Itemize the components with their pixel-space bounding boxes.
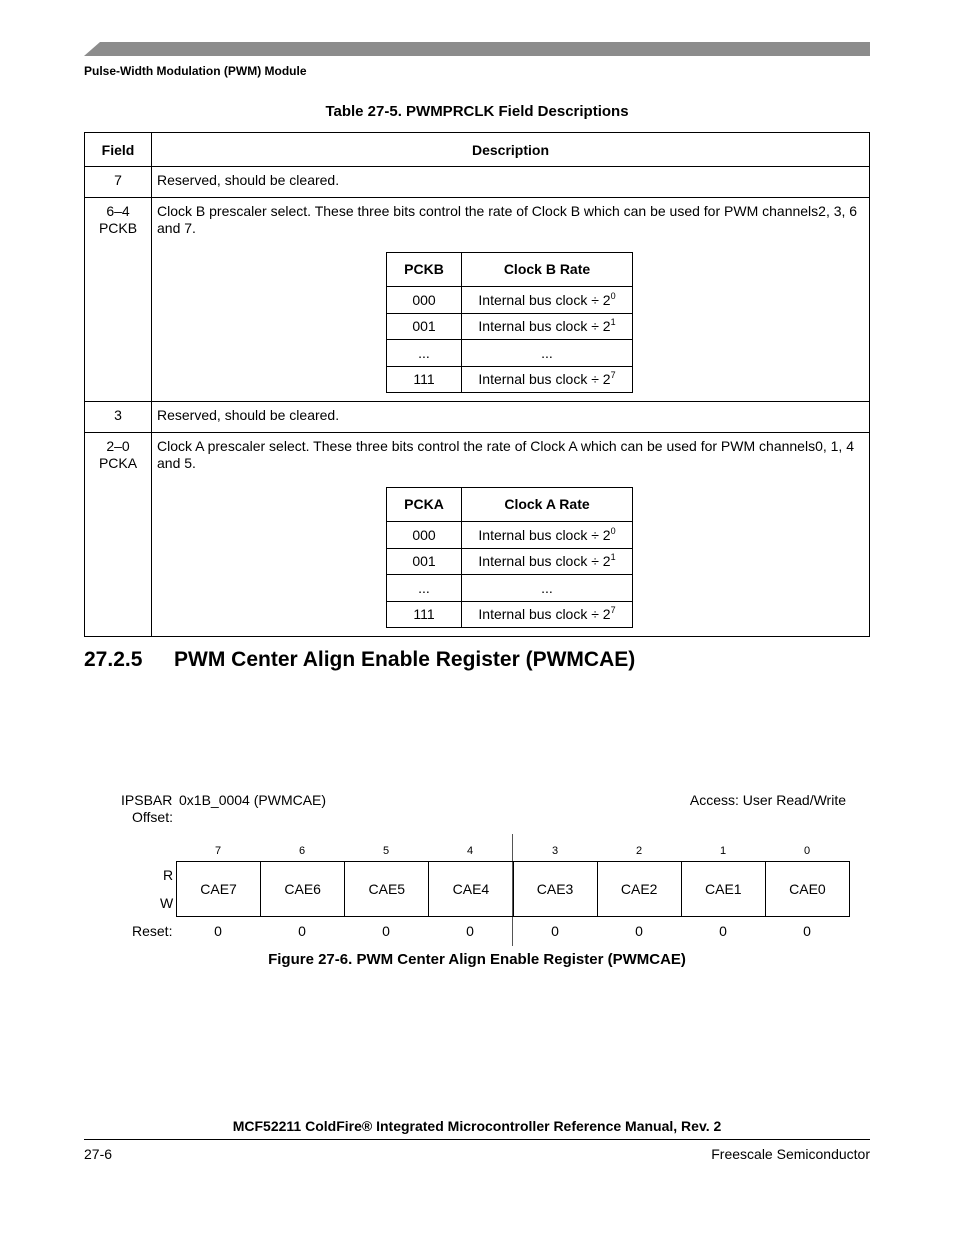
field-bits: 6–4: [106, 203, 130, 219]
section-heading: [84, 648, 635, 672]
bit-number: 5: [382, 845, 390, 857]
subtable-row: [387, 575, 633, 602]
register-bit-field: CAE2: [597, 862, 681, 916]
reset-value: 0: [298, 923, 306, 939]
column-header-field: Field: [85, 133, 152, 167]
write-label: W: [160, 895, 174, 911]
reset-value: 0: [635, 923, 643, 939]
figure-caption: Figure 27-6. PWM Center Align Enable Register (PWMCAE): [268, 951, 686, 968]
subtable-header-rate: Clock B Rate: [462, 253, 633, 287]
register-fields: [176, 861, 850, 917]
subtable-row: [387, 287, 633, 314]
subtable-header-code: PCKA: [387, 488, 462, 522]
rate-cell: Internal bus clock ÷ $2^0$: [462, 287, 633, 314]
bit-number: 1: [719, 845, 727, 857]
rate-cell: Internal bus clock ÷ $2^7$: [462, 601, 633, 628]
table-row: [85, 433, 870, 637]
exponent: 0: [610, 525, 616, 536]
register-bit-field: CAE1: [681, 862, 765, 916]
register-bit-field: CAE0: [765, 862, 849, 916]
field-bits: 2–0: [106, 438, 130, 454]
code-cell: 001: [387, 313, 462, 340]
reset-value: 0: [719, 923, 727, 939]
bit-number: 0: [803, 845, 811, 857]
reset-value: 0: [382, 923, 390, 939]
table-row: [85, 402, 870, 433]
exponent: 7: [610, 605, 616, 616]
exponent: 1: [610, 552, 616, 563]
code-cell: 111: [387, 366, 462, 393]
field-cell: [85, 198, 152, 402]
manual-title: MCF52211 ColdFire® Integrated Microcontroller Reference Manual, Rev. 2: [232, 1118, 722, 1134]
reset-value: 0: [466, 923, 474, 939]
code-cell: 111: [387, 601, 462, 628]
bit-number: 4: [466, 845, 474, 857]
clock-b-rate-table: [386, 252, 633, 393]
reset-value: 0: [803, 923, 811, 939]
code-cell: 001: [387, 548, 462, 575]
rate-cell: Internal bus clock ÷ $2^1$: [462, 313, 633, 340]
footer-rule: [84, 1139, 870, 1140]
table-caption: Table 27-5. PWMPRCLK Field Descriptions: [325, 103, 629, 120]
exponent: 7: [610, 370, 616, 381]
field-description-table: [84, 132, 870, 637]
register-bit-field: CAE6: [260, 862, 344, 916]
register-address: 0x1B_0004 (PWMCAE): [179, 792, 327, 808]
column-header-description: Description: [152, 133, 870, 167]
field-name: PCKA: [98, 455, 138, 471]
table-header-row: [85, 133, 870, 167]
access-label: Access: User Read/Write: [689, 792, 846, 808]
rate-cell: ...: [462, 575, 633, 602]
reset-value: 0: [551, 923, 559, 939]
exponent: 0: [610, 290, 616, 301]
read-label: R: [163, 867, 174, 883]
table-row: [85, 167, 870, 198]
bit-number: 2: [635, 845, 643, 857]
code-cell: ...: [387, 575, 462, 602]
publisher-name: Freescale Semiconductor: [711, 1146, 870, 1162]
reset-label: Reset:: [132, 923, 173, 939]
bit-number: 6: [298, 845, 306, 857]
subtable-header-rate: Clock A Rate: [462, 488, 633, 522]
reset-value: 0: [214, 923, 222, 939]
description-cell: [152, 198, 870, 402]
bit-number: 7: [214, 845, 222, 857]
rate-cell: ...: [462, 340, 633, 367]
field-name: PCKB: [98, 220, 138, 236]
header-bar: [84, 42, 870, 56]
register-bit-field: CAE5: [344, 862, 428, 916]
description-cell: Reserved, should be cleared.: [152, 167, 870, 198]
running-title: Pulse-Width Modulation (PWM) Module: [84, 64, 307, 78]
description-cell: Reserved, should be cleared.: [152, 402, 870, 433]
offset-label: Offset:: [132, 809, 173, 825]
register-bit-field: CAE3: [513, 862, 597, 916]
section-title: PWM Center Align Enable Register (PWMCAE): [174, 648, 636, 671]
description-text: Clock A prescaler select. These three bits control the rate of Clock A which can be used for PWM channels0, 1, 4 and 5.: [157, 438, 854, 471]
exponent: 1: [610, 317, 616, 328]
rate-cell: Internal bus clock ÷ $2^0$: [462, 522, 633, 549]
field-cell: [85, 433, 152, 637]
register-bit-field: CAE4: [428, 862, 512, 916]
table-row: [85, 198, 870, 402]
subtable-row: [387, 313, 633, 340]
ipsbar-label: IPSBAR: [121, 792, 173, 808]
page-number: 27-6: [84, 1146, 113, 1162]
rate-cell: Internal bus clock ÷ $2^1$: [462, 548, 633, 575]
subtable-row: [387, 366, 633, 393]
code-cell: ...: [387, 340, 462, 367]
code-cell: 000: [387, 287, 462, 314]
register-bit-field: CAE7: [200, 881, 237, 897]
subtable-row: [387, 522, 633, 549]
field-cell: 3: [85, 402, 152, 433]
subtable-row: [387, 601, 633, 628]
clock-a-rate-table: [386, 487, 633, 628]
field-cell: 7: [85, 167, 152, 198]
subtable-row: [387, 548, 633, 575]
description-cell: [152, 433, 870, 637]
description-text: Clock B prescaler select. These three bits control the rate of Clock B which can be used for PWM channels2, 3, 6 and 7.: [157, 203, 858, 236]
code-cell: 000: [387, 522, 462, 549]
subtable-row: [387, 340, 633, 367]
rate-cell: Internal bus clock ÷ $2^7$: [462, 366, 633, 393]
bit-number: 3: [551, 845, 559, 857]
subtable-header-code: PCKB: [387, 253, 462, 287]
section-number: 27.2.5: [84, 648, 143, 671]
